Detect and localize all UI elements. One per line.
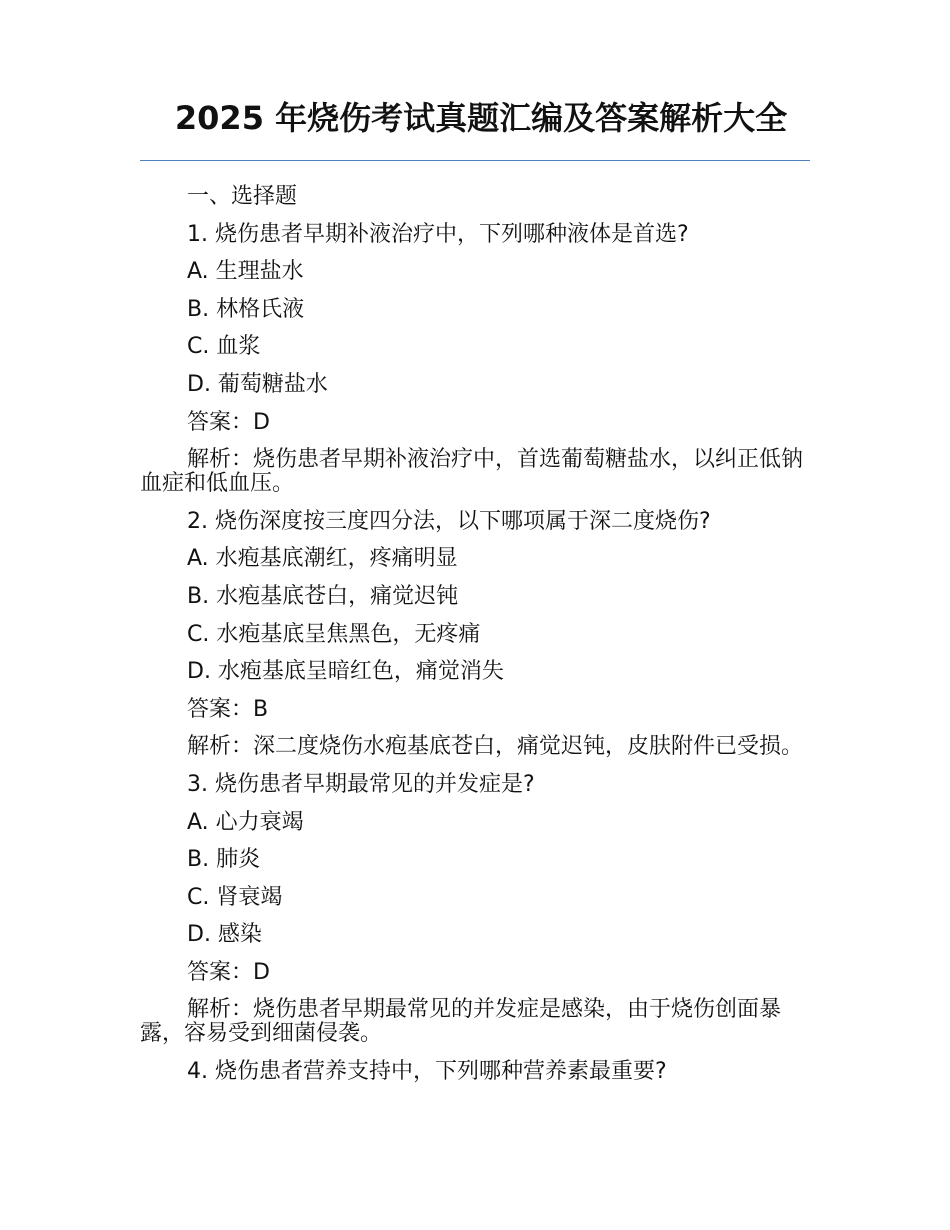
title-underline bbox=[140, 160, 810, 161]
document-title: 2025 年烧伤考试真题汇编及答案解析大全 bbox=[174, 99, 788, 137]
question-stem: 3. 烧伤患者早期最常见的并发症是? bbox=[187, 771, 535, 797]
option-a: A. 生理盐水 bbox=[187, 259, 304, 285]
explanation: 解析：烧伤患者早期最常见的并发症是感染，由于烧伤创面暴露，容易受到细菌侵袭。 bbox=[140, 997, 782, 1047]
document-body bbox=[140, 178, 810, 1091]
answer: 答案：B bbox=[187, 696, 269, 722]
explanation: 解析：深二度烧伤水疱基底苍白，痛觉迟钝，皮肤附件已受损。 bbox=[187, 734, 804, 760]
section-heading: 一、选择题 bbox=[187, 184, 298, 209]
explanation: 解析：烧伤患者早期补液治疗中，首选葡萄糖盐水，以纠正低钠血症和低血压。 bbox=[140, 447, 804, 497]
option-b: B. 林格氏液 bbox=[187, 296, 305, 322]
option-a: A. 水疱基底潮红，疼痛明显 bbox=[187, 546, 458, 572]
answer: 答案：D bbox=[187, 959, 270, 985]
option-c: C. 血浆 bbox=[187, 334, 261, 360]
question-stem: 1. 烧伤患者早期补液治疗中，下列哪种液体是首选? bbox=[187, 221, 689, 247]
option-b: B. 肺炎 bbox=[187, 847, 261, 873]
option-d: D. 葡萄糖盐水 bbox=[187, 371, 328, 397]
option-d: D. 感染 bbox=[187, 922, 262, 948]
option-c: C. 肾衰竭 bbox=[187, 884, 283, 910]
answer: 答案：D bbox=[187, 409, 270, 435]
question-stem: 4. 烧伤患者营养支持中，下列哪种营养素最重要? bbox=[187, 1059, 667, 1085]
option-c: C. 水疱基底呈焦黑色，无疼痛 bbox=[187, 621, 481, 647]
question-stem: 2. 烧伤深度按三度四分法，以下哪项属于深二度烧伤? bbox=[187, 508, 711, 534]
option-b: B. 水疱基底苍白，痛觉迟钝 bbox=[187, 583, 459, 609]
option-d: D. 水疱基底呈暗红色，痛觉消失 bbox=[187, 659, 504, 685]
option-a: A. 心力衰竭 bbox=[187, 809, 304, 835]
